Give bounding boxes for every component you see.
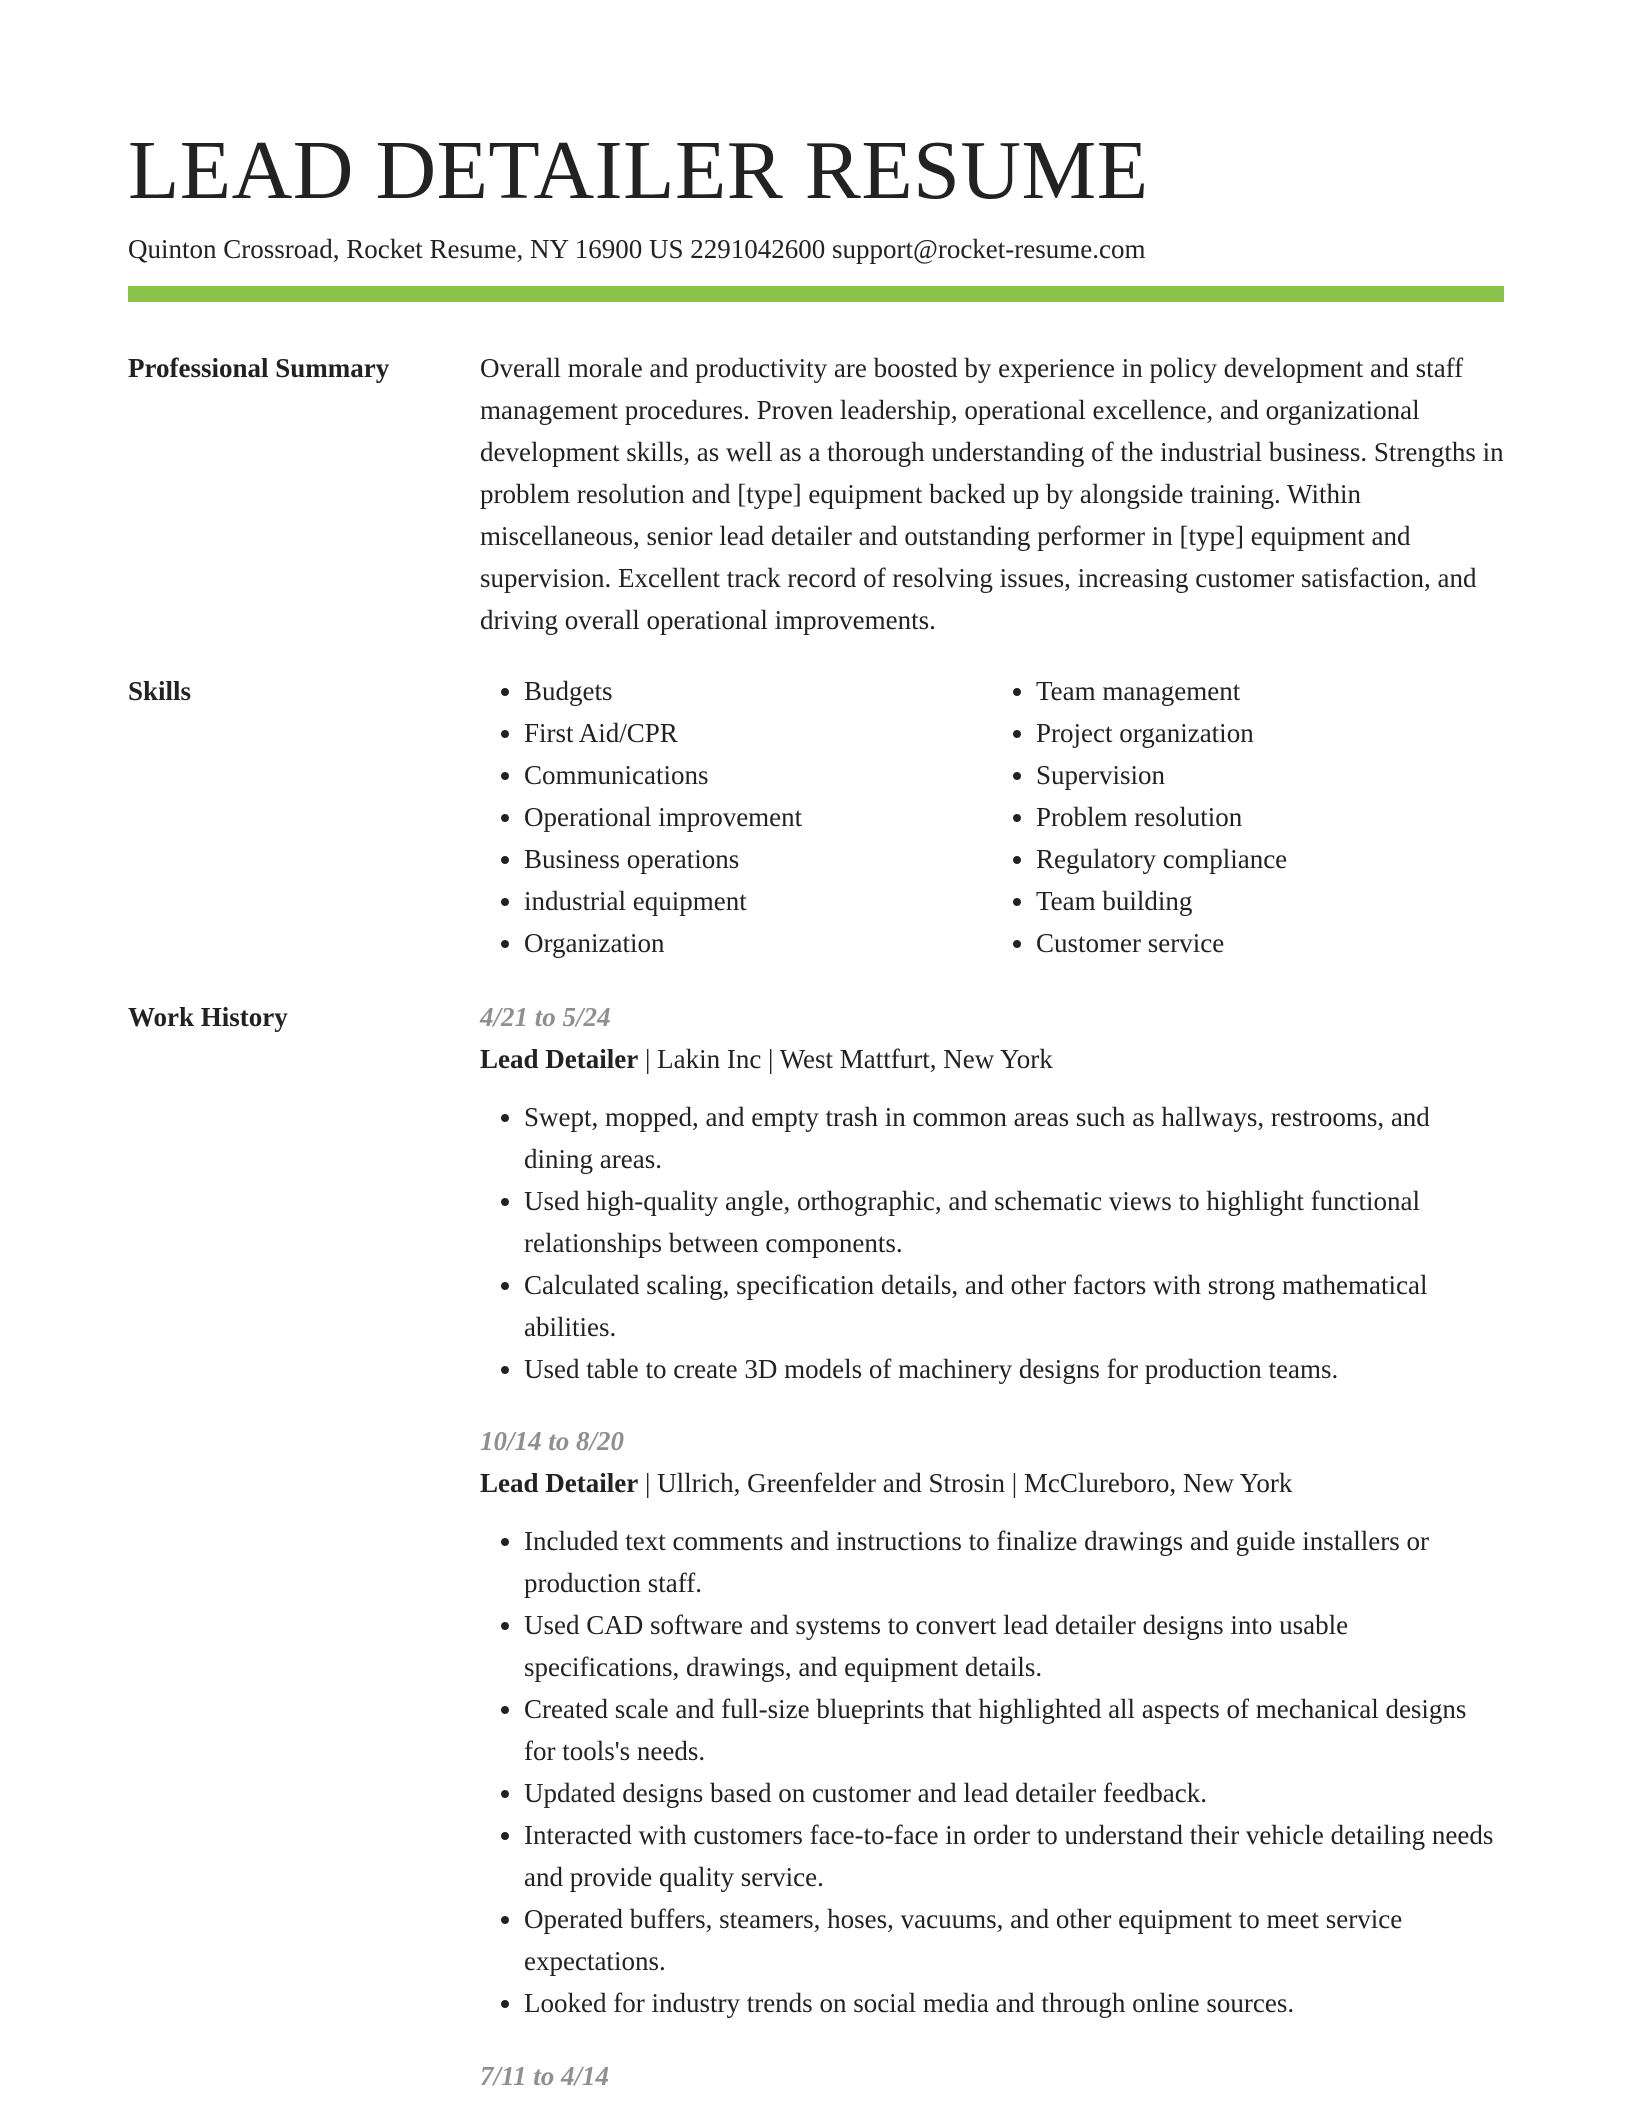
- skill-item: • Communications: [524, 754, 992, 796]
- accent-divider: [128, 286, 1504, 302]
- job-bullet: • Swept, mopped, and empty trash in common areas such as hallways, restrooms, and dining areas.: [524, 1096, 1504, 1180]
- job-bullet: • Looked for industry trends on social media and through online sources.: [524, 1982, 1504, 2024]
- skills-label: Skills: [128, 676, 192, 706]
- job-role: Lead Detailer: [480, 1044, 639, 1074]
- skill-item: • Business operations: [524, 838, 992, 880]
- skill-item: • Regulatory compliance: [1036, 838, 1504, 880]
- job-bullet: • Used CAD software and systems to convert lead detailer designs into usable specifications, drawings, and equipment details.: [524, 1604, 1504, 1688]
- summary-section: [480, 347, 1504, 641]
- job-title-line: [480, 1462, 1504, 1504]
- contact-line: Quinton Crossroad, Rocket Resume, NY 16900 US 2291042600 support@rocket-resume.com: [128, 234, 1146, 264]
- skills-list-left: [480, 670, 992, 964]
- work-history-label: Work History: [128, 1002, 288, 1032]
- job-bullet: • Interacted with customers face-to-face in order to understand their vehicle detailing needs and provide quality service.: [524, 1814, 1504, 1898]
- skill-item: • Project organization: [1036, 712, 1504, 754]
- skill-item: • Budgets: [524, 670, 992, 712]
- job-bullets: [480, 1520, 1504, 2024]
- skill-item: • Team building: [1036, 880, 1504, 922]
- job-bullet: • Created scale and full-size blueprints that highlighted all aspects of mechanical designs for tools's needs.: [524, 1688, 1504, 1772]
- skill-item: • Operational improvement: [524, 796, 992, 838]
- job-bullet: • Calculated scaling, specification details, and other factors with strong mathematical abilities.: [524, 1264, 1504, 1348]
- job-bullet: • Operated buffers, steamers, hoses, vacuums, and other equipment to meet service expectations.: [524, 1898, 1504, 1982]
- job-entry: [480, 2055, 1504, 2097]
- job-dates: 10/14 to 8/20: [480, 1426, 625, 1456]
- skill-item: • Problem resolution: [1036, 796, 1504, 838]
- job-role: Lead Detailer: [480, 1468, 639, 1498]
- skill-item: • Customer service: [1036, 922, 1504, 964]
- job-title-line: [480, 1038, 1504, 1080]
- skills-section: [480, 670, 1504, 964]
- job-bullet: • Included text comments and instructions to finalize drawings and guide installers or production staff.: [524, 1520, 1504, 1604]
- job-bullet: • Used high-quality angle, orthographic, and schematic views to highlight functional relationships between components.: [524, 1180, 1504, 1264]
- resume-title: LEAD DETAILER RESUME: [128, 124, 1149, 217]
- skill-item: • Organization: [524, 922, 992, 964]
- job-entry: [480, 1420, 1504, 2024]
- job-bullets: [480, 1096, 1504, 1390]
- summary-text: Overall morale and productivity are boosted by experience in policy development and staff management procedures. Proven leadership, operational excellence, and organizational development skills, as well as a thorough understanding of the industrial business. Strengths in problem resolution and [type] equipment backed up by alongside training. Within miscellaneous, senior lead detailer and outstanding performer in [type] equipment and supervision. Excellent track record of resolving issues, increasing customer satisfaction, and driving overall operational improvements.: [480, 353, 1504, 635]
- skills-list-right: [992, 670, 1504, 964]
- job-company-location: | Ullrich, Greenfelder and Strosin | McClureboro, New York: [638, 1468, 1293, 1498]
- summary-label: Professional Summary: [128, 353, 390, 383]
- skill-item: • Team management: [1036, 670, 1504, 712]
- job-bullet: • Updated designs based on customer and lead detailer feedback.: [524, 1772, 1504, 1814]
- skill-item: • First Aid/CPR: [524, 712, 992, 754]
- job-company-location: | Lakin Inc | West Mattfurt, New York: [638, 1044, 1053, 1074]
- skill-item: • Supervision: [1036, 754, 1504, 796]
- job-bullet: • Used table to create 3D models of machinery designs for production teams.: [524, 1348, 1504, 1390]
- skill-item: • industrial equipment: [524, 880, 992, 922]
- job-dates: 7/11 to 4/14: [480, 2061, 610, 2091]
- job-entry: [480, 996, 1504, 1390]
- job-dates: 4/21 to 5/24: [480, 1002, 611, 1032]
